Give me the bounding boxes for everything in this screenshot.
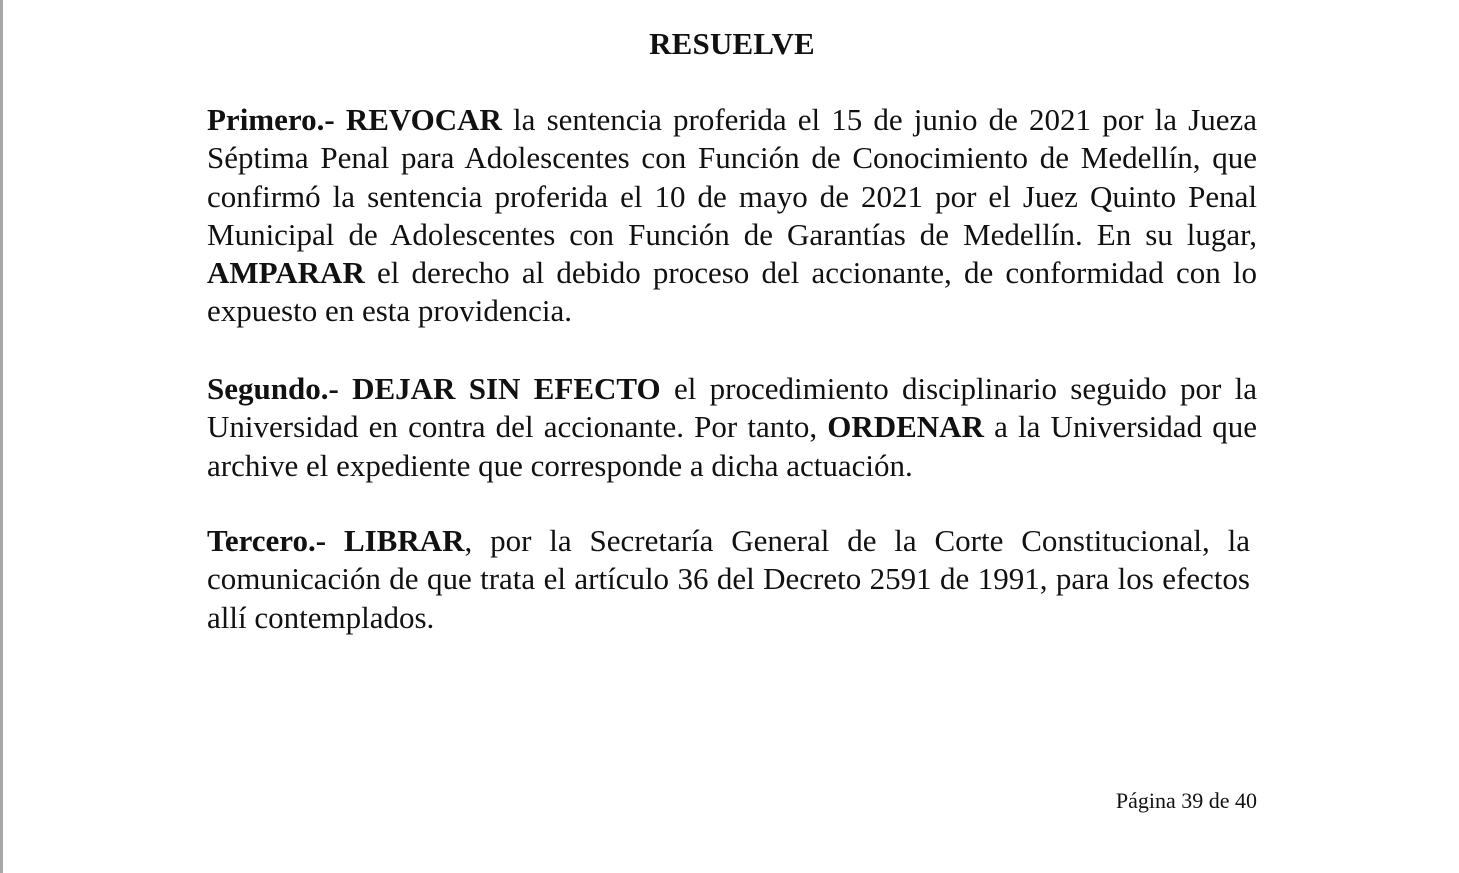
resolution-paragraph-first [207, 101, 1257, 331]
paragraph-segment: la sentencia proferida el 15 de junio de 2021 por la Jueza Séptima Penal para Adolescentes con Función de Conocimiento de Medellín, que confirmó la sentencia proferida el 10 de mayo de 2021 por el Juez Quinto Penal Municipal de Adolescentes con Función de Garantías de Medellín. En su lugar, [207, 102, 1258, 252]
viewer-left-border [0, 0, 3, 873]
paragraph-segment: el procedimiento disciplinario seguido por la Universidad en contra del accionante. Por tanto, [207, 371, 1258, 445]
paragraph-segment-bold: AMPARAR [207, 255, 365, 291]
ordinal-label: Segundo.- [207, 371, 339, 406]
paragraph-segment-bold: LIBRAR [343, 523, 465, 558]
paragraph-segment-bold: REVOCAR [345, 102, 502, 137]
ordinal-label: Tercero.- [207, 523, 327, 558]
paragraph-segment: a la Universidad que archive el expediente que corresponde a dicha actuación. [207, 409, 1257, 483]
paragraph-segment: , por la Secretaría General de la Corte Constitucional, la comunicación de que trata el artículo 36 del Decreto 2591 de 1991, para los efectos allí contemplados. [207, 523, 1251, 635]
paragraph-segment-bold: ORDENAR [827, 409, 984, 445]
ordinal-label: Primero.- [207, 102, 335, 137]
resolution-paragraph-second [207, 370, 1257, 485]
paragraph-segment-bold: DEJAR SIN EFECTO [352, 371, 661, 406]
paragraph-segment: el derecho al debido proceso del accionante, de conformidad con lo expuesto en esta providencia. [207, 255, 1257, 329]
page-number: Página 39 de 40 [1115, 788, 1257, 813]
resolution-paragraph-third [207, 522, 1250, 637]
section-heading: RESUELVE [649, 26, 815, 61]
